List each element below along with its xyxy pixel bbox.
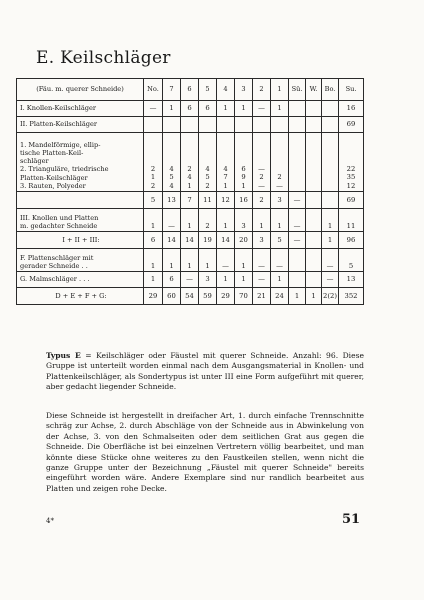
table-row bbox=[17, 272, 364, 288]
table-cell: 11 bbox=[199, 192, 217, 209]
table-cell: 1 bbox=[163, 249, 181, 272]
table-cell: 1 bbox=[144, 249, 163, 272]
header-cell: Su. bbox=[339, 79, 364, 101]
table-cell: 352 bbox=[339, 288, 364, 305]
table-cell: 59 bbox=[199, 288, 217, 305]
table-cell: 20 bbox=[235, 232, 253, 249]
table-cell: 2(2) bbox=[322, 288, 339, 305]
table-cell bbox=[306, 209, 322, 232]
table-cell: 5 bbox=[271, 232, 289, 249]
table-cell: 69 bbox=[339, 192, 364, 209]
table-cell: 14 bbox=[163, 232, 181, 249]
table-row bbox=[17, 249, 364, 272]
table-cell bbox=[322, 117, 339, 133]
header-cell: 4 bbox=[217, 79, 235, 101]
table-cell: 12 bbox=[217, 192, 235, 209]
table-cell: 14 bbox=[181, 232, 199, 249]
table-cell: 3 bbox=[271, 192, 289, 209]
table-cell bbox=[144, 133, 163, 192]
cell-value: — bbox=[276, 181, 283, 190]
table-cell bbox=[289, 272, 306, 288]
row-label bbox=[17, 117, 144, 133]
table-cell: 6 bbox=[199, 101, 217, 117]
row-label-line: schläger bbox=[20, 157, 49, 166]
row-label-line: gerader Schneide . . bbox=[20, 261, 88, 270]
table-cell: 69 bbox=[339, 117, 364, 133]
table-cell: 54 bbox=[181, 288, 199, 305]
row-label bbox=[17, 272, 144, 288]
table-cell: 1 bbox=[322, 232, 339, 249]
header-cell: 2 bbox=[253, 79, 271, 101]
table-cell: 1 bbox=[217, 209, 235, 232]
cell-value: 2 bbox=[259, 173, 264, 182]
table-cell: 70 bbox=[235, 288, 253, 305]
table-cell: — bbox=[289, 232, 306, 249]
table-cell: — bbox=[144, 101, 163, 117]
table-cell: 1 bbox=[235, 272, 253, 288]
table-cell: 13 bbox=[163, 192, 181, 209]
header-cell: 7 bbox=[163, 79, 181, 101]
table-cell: 6 bbox=[144, 232, 163, 249]
row-label-line bbox=[20, 196, 142, 204]
table-cell bbox=[144, 117, 163, 133]
table-row bbox=[17, 101, 364, 117]
row-label bbox=[17, 249, 144, 272]
cell-value: 2 bbox=[150, 164, 156, 173]
row-label-line: 2. Trianguläre, triedrische bbox=[20, 165, 109, 174]
table-row bbox=[17, 288, 364, 305]
row-label-line: F. Plattenschläger mit bbox=[20, 253, 94, 262]
cell-value: 1 bbox=[223, 181, 228, 190]
header-cell: 5 bbox=[199, 79, 217, 101]
cell-value: 4 bbox=[187, 173, 192, 182]
table-cell: 29 bbox=[144, 288, 163, 305]
table-cell: 13 bbox=[339, 272, 364, 288]
row-label-line: 1. Mandelförmige, ellip- bbox=[20, 140, 101, 149]
cell-value: 4 bbox=[169, 164, 174, 173]
table-cell: 24 bbox=[271, 288, 289, 305]
table-cell: 3 bbox=[235, 209, 253, 232]
table-cell bbox=[306, 117, 322, 133]
table-cell: — bbox=[289, 192, 306, 209]
table-cell bbox=[181, 133, 199, 192]
table-cell bbox=[306, 272, 322, 288]
cell-value: 4 bbox=[205, 164, 210, 173]
table-cell bbox=[199, 133, 217, 192]
cell-value: 4 bbox=[223, 164, 228, 173]
cell-value: — bbox=[258, 164, 265, 173]
header-cell: Sü. bbox=[289, 79, 306, 101]
table-cell: 1 bbox=[181, 249, 199, 272]
table-row bbox=[17, 133, 364, 192]
signature-mark: 4* bbox=[46, 517, 54, 525]
row-label-line: tische Platten-Keil- bbox=[20, 148, 84, 157]
table-cell: 1 bbox=[306, 288, 322, 305]
table-cell bbox=[235, 133, 253, 192]
row-label-line: Platten-Keilschläger bbox=[20, 173, 88, 182]
table-cell bbox=[306, 133, 322, 192]
row-label-line: m. gedachter Schneide bbox=[20, 221, 98, 230]
table-row bbox=[17, 232, 364, 249]
table-cell bbox=[217, 133, 235, 192]
table-cell: — bbox=[253, 249, 271, 272]
cell-value: 6 bbox=[241, 164, 246, 173]
cell-value: 35 bbox=[346, 173, 356, 182]
table-cell: — bbox=[163, 209, 181, 232]
table-cell bbox=[339, 133, 364, 192]
table-cell: 5 bbox=[339, 249, 364, 272]
table-cell: 2 bbox=[253, 192, 271, 209]
table-cell: 1 bbox=[271, 101, 289, 117]
table-cell: 3 bbox=[199, 272, 217, 288]
table-cell bbox=[306, 232, 322, 249]
cell-value: 5 bbox=[205, 173, 210, 182]
table-cell: 29 bbox=[217, 288, 235, 305]
cell-value bbox=[272, 165, 287, 173]
header-label: (Fäu. m. querer Schneide) bbox=[17, 79, 144, 101]
table-cell: 1 bbox=[235, 249, 253, 272]
table-cell: 2 bbox=[199, 209, 217, 232]
header-cell: W. bbox=[306, 79, 322, 101]
table-cell: 19 bbox=[199, 232, 217, 249]
row-label bbox=[17, 288, 144, 305]
table-cell bbox=[289, 101, 306, 117]
paragraph-typus-e-text: = Keilschläger oder Fäustel mit querer Schneide. Anzahl: 96. Diese Gruppe ist unterteilt worden einmal nach dem Ausgangsmaterial in Knollen- und Plattenkeilschläger, als Sondertypus ist unter III eine Form aufgeführt mit querer, aber gedacht liegender Schneide. bbox=[46, 351, 364, 392]
table-cell: — bbox=[322, 272, 339, 288]
cell-value: 2 bbox=[277, 173, 282, 182]
table-cell: 1 bbox=[217, 101, 235, 117]
table-cell: — bbox=[289, 209, 306, 232]
table-cell: 1 bbox=[199, 249, 217, 272]
row-label bbox=[17, 133, 144, 192]
table-cell: 1 bbox=[235, 101, 253, 117]
table-cell bbox=[322, 101, 339, 117]
header-cell: Bo. bbox=[322, 79, 339, 101]
cell-value: 12 bbox=[346, 181, 356, 190]
table-cell: 1 bbox=[271, 209, 289, 232]
cell-value: 1 bbox=[241, 181, 246, 190]
table-row bbox=[17, 209, 364, 232]
table-cell: — bbox=[253, 101, 271, 117]
table-cell bbox=[271, 117, 289, 133]
table-row bbox=[17, 117, 364, 133]
row-label-line: I + II + III: bbox=[62, 235, 100, 244]
cell-value: 22 bbox=[346, 164, 356, 173]
table-cell: 16 bbox=[339, 101, 364, 117]
table-cell: 1 bbox=[322, 209, 339, 232]
table-cell: 1 bbox=[217, 272, 235, 288]
paragraph-schneide: Diese Schneide ist hergestellt in dreifacher Art, 1. durch einfache Trennschnitte schräg zur Achse, 2. durch Abschläge von der Schneide aus in Abwinkelung von der Achse, 3. von den Schmalseiten oder dem seitlichen Grat aus gegen die Schneide. Die Oberfläche ist bei einzelnen Vertretern völlig bearbeitet, und man könnte diese Stücke ohne weiteres zu den Faustkeilen stellen, wenn nicht die ganze Gruppe unter der Bezeichnung „Fäustel mit querer Schneide" bereits eingeführt worden wäre. Andere Exemplare sind nur randlich bearbeitet aus Platten und zeigen rohe Decke. bbox=[46, 411, 364, 493]
header-cell: 3 bbox=[235, 79, 253, 101]
row-label-line: G. Malmschläger . . . bbox=[20, 275, 90, 284]
row-label bbox=[17, 232, 144, 249]
table-cell: 1 bbox=[144, 209, 163, 232]
table-cell bbox=[322, 192, 339, 209]
table-cell bbox=[253, 117, 271, 133]
table-cell: 1 bbox=[271, 272, 289, 288]
statistics-table bbox=[16, 78, 364, 305]
table-cell: 1 bbox=[289, 288, 306, 305]
row-label-line: III. Knollen und Platten bbox=[20, 213, 99, 222]
table-cell bbox=[289, 133, 306, 192]
row-label bbox=[17, 101, 144, 117]
table-cell: 7 bbox=[181, 192, 199, 209]
row-label bbox=[17, 192, 144, 209]
table-cell: 14 bbox=[217, 232, 235, 249]
cell-value: 5 bbox=[169, 173, 174, 182]
table-cell bbox=[199, 117, 217, 133]
cell-value: 2 bbox=[187, 164, 192, 173]
typus-heading: Typus E bbox=[46, 351, 81, 360]
table-cell: 21 bbox=[253, 288, 271, 305]
table-cell bbox=[253, 133, 271, 192]
table-cell: — bbox=[271, 249, 289, 272]
paragraph-typus-e bbox=[46, 351, 364, 393]
table-cell: 60 bbox=[163, 288, 181, 305]
table-cell: 1 bbox=[181, 209, 199, 232]
table-cell bbox=[235, 117, 253, 133]
row-label-line: 3. Rauten, Polyeder bbox=[20, 181, 86, 190]
table-cell bbox=[217, 117, 235, 133]
table-cell bbox=[322, 133, 339, 192]
table-cell bbox=[271, 133, 289, 192]
table-cell bbox=[306, 101, 322, 117]
table-cell: 16 bbox=[235, 192, 253, 209]
table-cell: 6 bbox=[163, 272, 181, 288]
cell-value: 2 bbox=[150, 181, 156, 190]
table-row bbox=[17, 192, 364, 209]
table-cell: 3 bbox=[253, 232, 271, 249]
table-cell: — bbox=[253, 272, 271, 288]
row-label-line: D + E + F + G: bbox=[55, 291, 107, 300]
section-title: E. Keilschläger bbox=[36, 48, 171, 68]
table-cell: 1 bbox=[163, 101, 181, 117]
cell-value: 4 bbox=[169, 181, 174, 190]
row-label bbox=[17, 209, 144, 232]
table-cell bbox=[306, 249, 322, 272]
cell-value: 1 bbox=[150, 173, 156, 182]
table-cell: 5 bbox=[144, 192, 163, 209]
table-cell: — bbox=[181, 272, 199, 288]
table-cell bbox=[181, 117, 199, 133]
table-cell bbox=[163, 117, 181, 133]
page-number: 51 bbox=[342, 512, 361, 527]
table-cell: 6 bbox=[181, 101, 199, 117]
table-header-row bbox=[17, 79, 364, 101]
cell-value: 9 bbox=[241, 173, 246, 182]
table-cell: 11 bbox=[339, 209, 364, 232]
table-cell: 96 bbox=[339, 232, 364, 249]
header-cell: No. bbox=[144, 79, 163, 101]
cell-value: 1 bbox=[187, 181, 192, 190]
cell-value: 7 bbox=[223, 173, 228, 182]
table-cell: 1 bbox=[253, 209, 271, 232]
cell-value: — bbox=[258, 181, 265, 190]
table-cell bbox=[289, 249, 306, 272]
table-cell bbox=[306, 192, 322, 209]
header-cell: 6 bbox=[181, 79, 199, 101]
row-label-line: I. Knollen-Keilschläger bbox=[20, 104, 97, 113]
table-cell bbox=[289, 117, 306, 133]
table-cell: — bbox=[217, 249, 235, 272]
table-cell bbox=[163, 133, 181, 192]
header-cell: 1 bbox=[271, 79, 289, 101]
cell-value: 2 bbox=[205, 181, 210, 190]
table-cell: — bbox=[322, 249, 339, 272]
row-label-line: II. Platten-Keilschläger bbox=[20, 120, 98, 129]
table-cell: 1 bbox=[144, 272, 163, 288]
